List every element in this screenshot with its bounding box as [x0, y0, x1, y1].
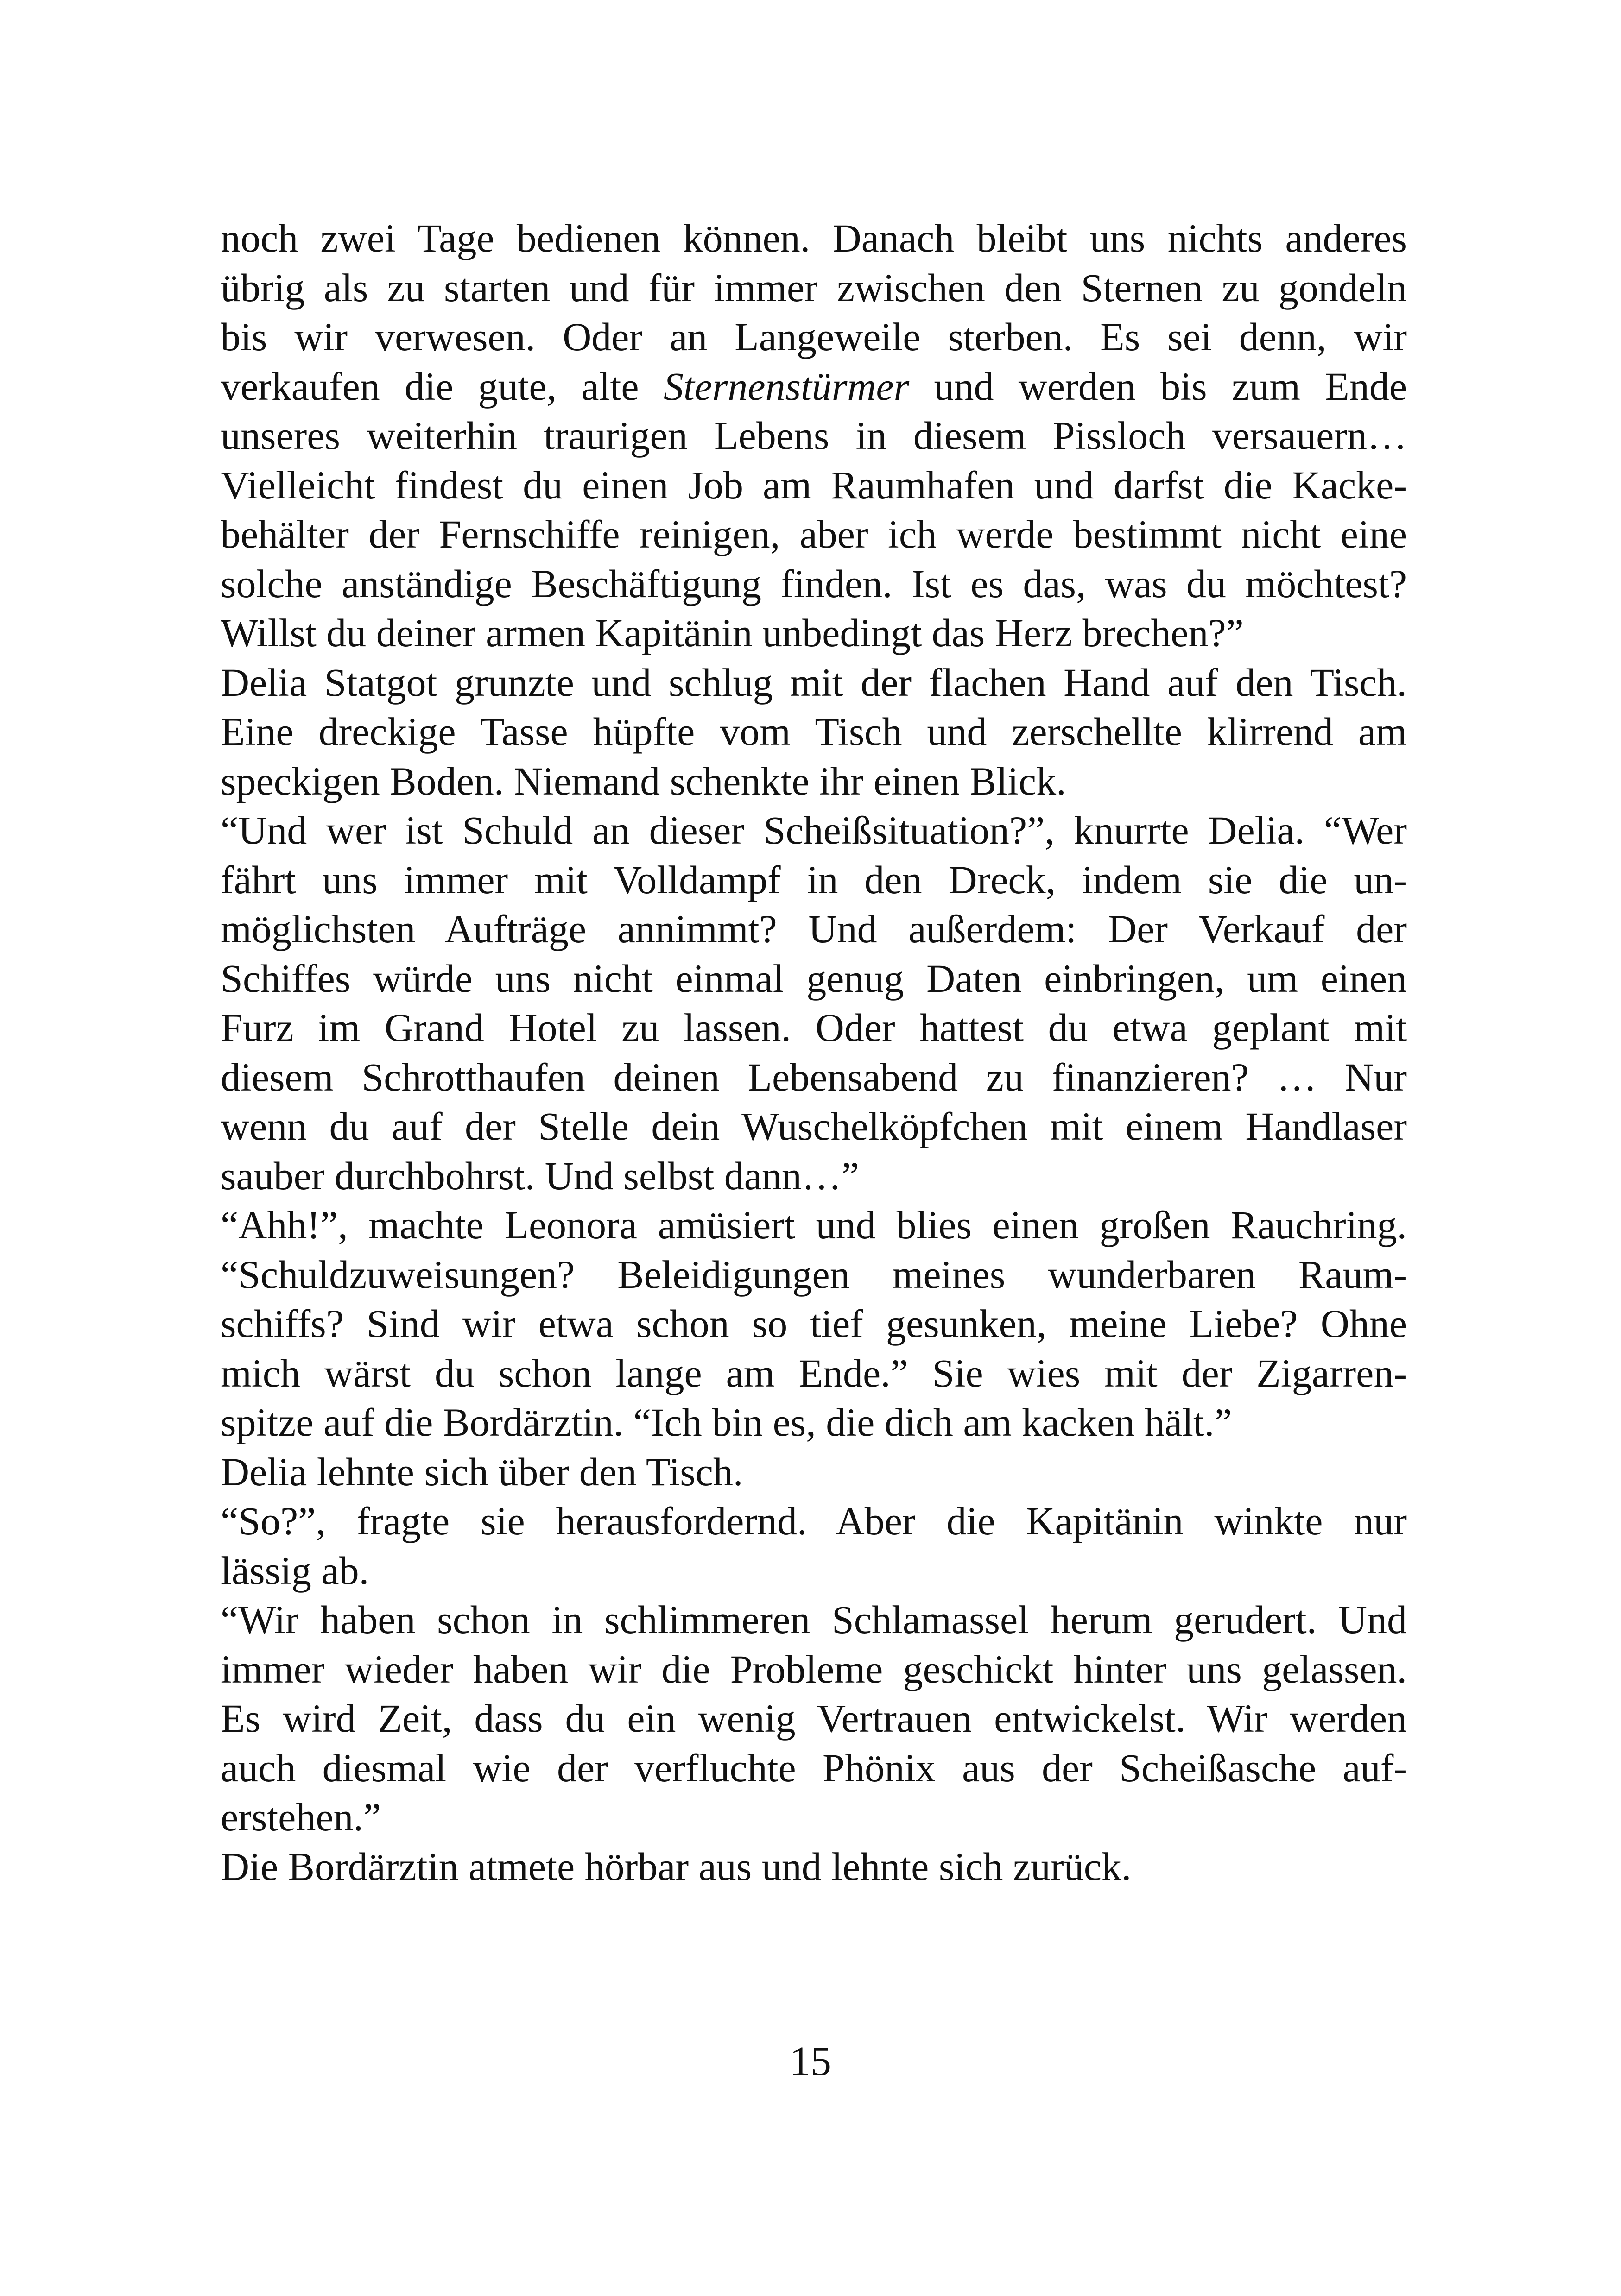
text-line: immer wieder haben wir die Probleme geschickt hinter uns gelassen.: [221, 1646, 1407, 1691]
text-line: Vielleicht findest du einen Job am Raumhafen und darfst die Kacke-: [221, 462, 1407, 507]
page-number: 15: [790, 2038, 831, 2084]
text-line: diesem Schrotthaufen deinen Lebensabend zu finanzieren? … Nur: [221, 1054, 1407, 1099]
text-line: Delia lehnte sich über den Tisch.: [221, 1449, 743, 1494]
text-line: sauber durchbohrst. Und selbst dann…”: [221, 1153, 860, 1198]
text-line: “So?”, fragte sie herausfordernd. Aber die Kapitänin winkte nur: [221, 1499, 1407, 1543]
text-line: übrig als zu starten und für immer zwischen den Sternen zu gondeln: [221, 265, 1407, 310]
text-line: noch zwei Tage bedienen können. Danach bleibt uns nichts anderes: [221, 216, 1407, 260]
text-line: Eine dreckige Tasse hüpfte vom Tisch und zerschellte klirrend am: [221, 709, 1407, 754]
text-line: bis wir verwesen. Oder an Langeweile sterben. Es sei denn, wir: [221, 315, 1407, 359]
text-line: “Schuldzuweisungen? Beleidigungen meines wunderbaren Raum-: [221, 1252, 1407, 1297]
text-line: Willst du deiner armen Kapitänin unbedingt das Herz brechen?”: [221, 611, 1244, 655]
text-line: behälter der Fernschiffe reinigen, aber ich werde bestimmt nicht eine: [221, 512, 1407, 556]
text-line: Furz im Grand Hotel zu lassen. Oder hattest du etwa geplant mit: [221, 1005, 1407, 1050]
text-line: [221, 362, 1407, 411]
text-line: Die Bordärztin atmete hörbar aus und lehnte sich zurück.: [221, 1844, 1132, 1889]
text-line: auch diesmal wie der verfluchte Phönix aus der Scheißasche auf-: [221, 1745, 1407, 1790]
text-line: Es wird Zeit, dass du ein wenig Vertrauen entwickelst. Wir werden: [221, 1696, 1407, 1741]
text-line: spitze auf die Bordärztin. “Ich bin es, die dich am kacken hält.”: [221, 1400, 1232, 1444]
text-line: solche anständige Beschäftigung finden. Ist es das, was du möchtest?: [221, 561, 1407, 606]
text-segment: und werden bis zum Ende: [909, 364, 1407, 409]
text-line: Schiffes würde uns nicht einmal genug Daten einbringen, um einen: [221, 956, 1407, 1001]
text-line: “Und wer ist Schuld an dieser Scheißsituation?”, knurrte Delia. “Wer: [221, 808, 1407, 852]
text-line: erstehen.”: [221, 1795, 381, 1839]
text-line: mich wärst du schon lange am Ende.” Sie wies mit der Zigarren-: [221, 1350, 1407, 1395]
text-line: unseres weiterhin traurigen Lebens in diesem Pissloch versauern…: [221, 413, 1407, 458]
text-segment: verkaufen die gute, alte: [221, 364, 664, 409]
text-line: fährt uns immer mit Volldampf in den Dreck, indem sie die un-: [221, 857, 1407, 902]
ship-name-italic: Sternenstürmer: [663, 364, 910, 409]
text-line: Delia Statgot grunzte und schlug mit der flachen Hand auf den Tisch.: [221, 660, 1407, 705]
body-text: [221, 214, 1407, 1891]
text-line: lässig ab.: [221, 1548, 369, 1593]
text-line: schiffs? Sind wir etwa schon so tief gesunken, meine Liebe? Ohne: [221, 1301, 1407, 1346]
text-line: wenn du auf der Stelle dein Wuschelköpfchen mit einem Handlaser: [221, 1104, 1407, 1148]
text-line: möglichsten Aufträge annimmt? Und außerdem: Der Verkauf der: [221, 907, 1407, 951]
text-line: “Ahh!”, machte Leonora amüsiert und blies einen großen Rauchring.: [221, 1203, 1407, 1247]
text-line: speckigen Boden. Niemand schenkte ihr einen Blick.: [221, 758, 1066, 803]
text-line: “Wir haben schon in schlimmeren Schlamassel herum gerudert. Und: [221, 1597, 1407, 1642]
